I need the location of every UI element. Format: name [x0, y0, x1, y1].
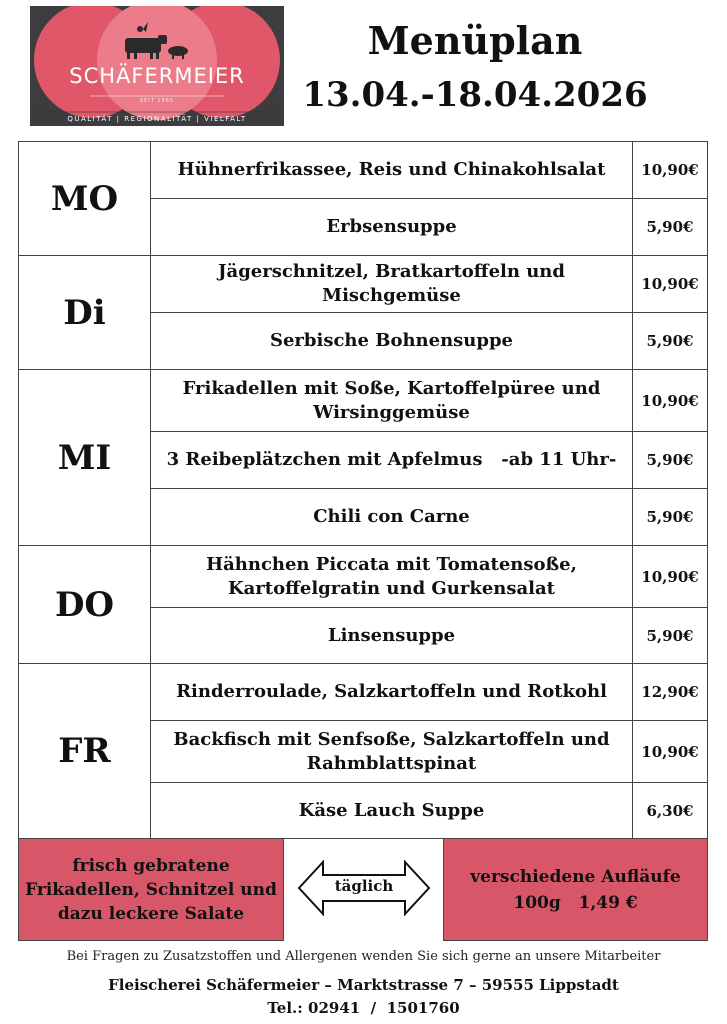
table-row — [19, 546, 708, 608]
dish-price: 5,90€ — [633, 432, 708, 489]
dish-price: 10,90€ — [633, 546, 708, 608]
day-label-friday: FR — [19, 664, 151, 839]
footer-phone: Tel.: 02941 / 1501760 — [267, 999, 460, 1017]
dish-name: Linsensuppe — [151, 608, 633, 664]
dish-name: Rinderroulade, Salzkartoffeln und Rotkohl — [151, 664, 633, 721]
dish-name: Erbsensuppe — [151, 199, 633, 256]
daily-specials-text: frisch gebratene Frikadellen, Schnitzel und dazu leckere Salate — [25, 855, 277, 924]
dish-price: 5,90€ — [633, 489, 708, 546]
logo-tagline: QUALITÄT | REGIONALITÄT | VIELFALT — [67, 115, 247, 123]
date-range: 13.04.-18.04.2026 — [302, 75, 648, 115]
dish-name: 3 Reibeplätzchen mit Apfelmus -ab 11 Uhr- — [151, 432, 633, 489]
dish-price: 10,90€ — [633, 256, 708, 313]
dish-name: Käse Lauch Suppe — [151, 783, 633, 839]
dish-name: Frikadellen mit Soße, Kartoffelpüree und Wirsinggemüse — [151, 370, 633, 432]
company-logo — [30, 6, 284, 126]
dish-name: Hähnchen Piccata mit Tomatensoße, Kartoffelgratin und Gurkensalat — [151, 546, 633, 608]
table-row — [19, 370, 708, 432]
dish-price: 10,90€ — [633, 721, 708, 783]
daily-specials-box — [18, 838, 284, 941]
casserole-price: 100g 1,49 € — [513, 892, 638, 913]
table-row — [19, 142, 708, 199]
daily-label: täglich — [334, 877, 394, 895]
dish-price: 5,90€ — [633, 313, 708, 370]
dish-price: 6,30€ — [633, 783, 708, 839]
page-title: Menüplan — [367, 18, 583, 63]
day-label-thursday: DO — [19, 546, 151, 664]
dish-price: 10,90€ — [633, 370, 708, 432]
allergen-note: Bei Fragen zu Zusatzstoffen und Allergenen wenden Sie sich gerne an unsere Mitarbeiter — [66, 949, 661, 964]
dish-name: Chili con Carne — [151, 489, 633, 546]
day-label-monday: MO — [19, 142, 151, 256]
dish-price: 10,90€ — [633, 142, 708, 199]
dish-name: Serbische Bohnensuppe — [151, 313, 633, 370]
casserole-title: verschiedene Aufläufe — [470, 866, 681, 887]
day-label-wednesday: MI — [19, 370, 151, 546]
dish-price: 12,90€ — [633, 664, 708, 721]
dish-name: Backfisch mit Senfsoße, Salzkartoffeln und Rahmblattspinat — [151, 721, 633, 783]
day-label-tuesday: Di — [19, 256, 151, 370]
logo-since: SEIT 1965 — [139, 98, 175, 104]
footer-address: Fleischerei Schäfermeier – Marktstrasse 7 – 59555 Lippstadt — [108, 976, 619, 994]
logo-brand-name: SCHÄFERMEIER — [69, 64, 245, 88]
dish-price: 5,90€ — [633, 199, 708, 256]
menu-table — [18, 141, 708, 839]
casserole-box — [443, 838, 708, 941]
dish-name: Jägerschnitzel, Bratkartoffeln und Mischgemüse — [151, 256, 633, 313]
dish-price: 5,90€ — [633, 608, 708, 664]
dish-name: Hühnerfrikassee, Reis und Chinakohlsalat — [151, 142, 633, 199]
table-row — [19, 664, 708, 721]
table-row — [19, 256, 708, 313]
